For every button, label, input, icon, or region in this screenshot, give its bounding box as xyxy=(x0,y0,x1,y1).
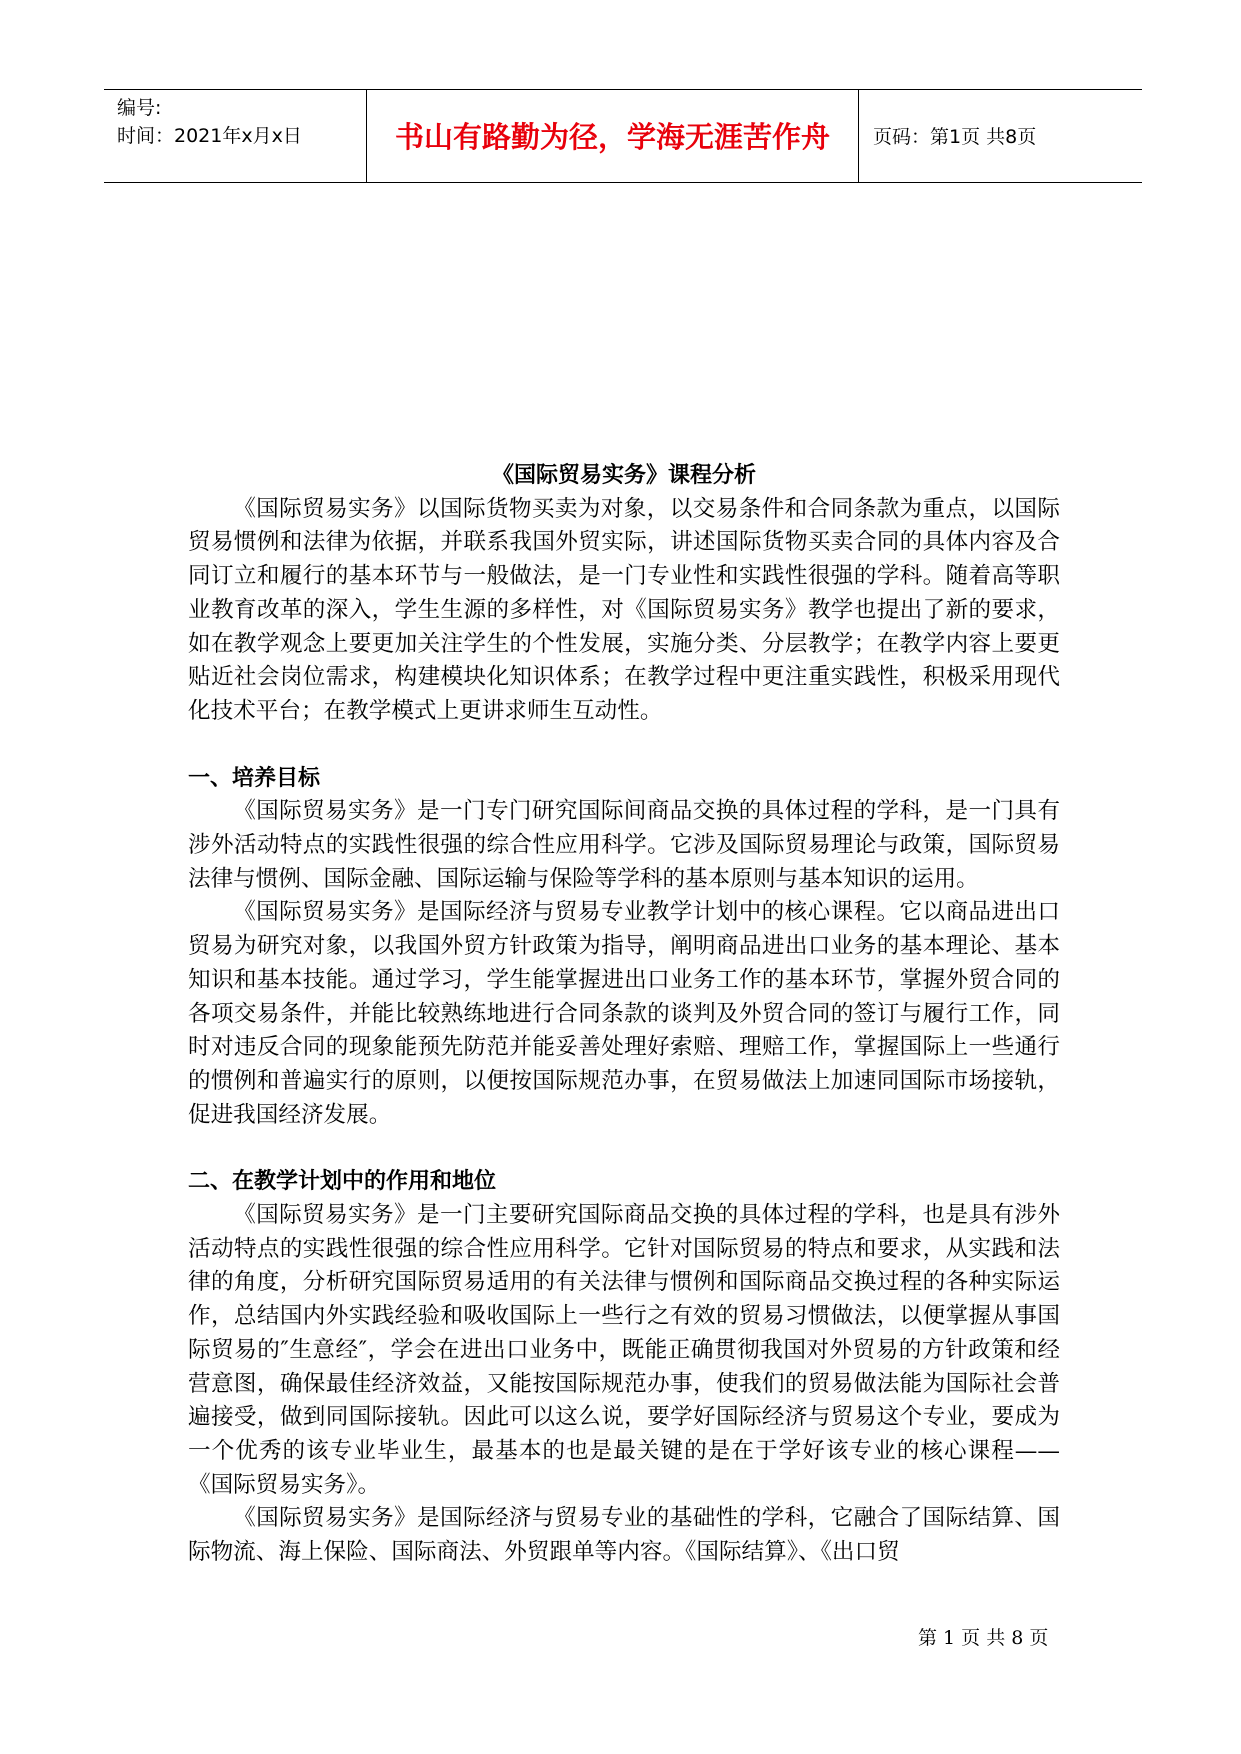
paragraph: 《国际贸易实务》是国际经济与贸易专业教学计划中的核心课程。它以商品进出口贸易为研究对象，以我国外贸方针政策为指导，阐明商品进出口业务的基本理论、基本知识和基本技能。通过学习，学生能掌握进出口业务工作的基本环节，掌握外贸合同的各项交易条件，并能比较熟练地进行合同条款的谈判及外贸合同的签订与履行工作，同时对违反合同的现象能预先防范并能妥善处理好索赔、理赔工作，掌握国际上一些通行的惯例和普遍实行的原则，以便按国际规范办事，在贸易做法上加速同国际市场接轨，促进我国经济发展。 xyxy=(188,899,1060,1128)
header-bottom-rule xyxy=(104,182,1142,183)
paragraph: 《国际贸易实务》是国际经济与贸易专业的基础性的学科，它融合了国际结算、国际物流、海上保险、国际商法、外贸跟单等内容。《国际结算》、《出口贸 xyxy=(188,1505,1060,1566)
header-motto: 书山有路勤为径，学海无涯苦作舟 xyxy=(394,120,830,154)
paragraph: 《国际贸易实务》是一门专门研究国际间商品交换的具体过程的学科，是一门具有涉外活动特点的实践性很强的综合性应用科学。它涉及国际贸易理论与政策，国际贸易法律与惯例、国际金融、国际运输与保险等学科的基本原则与基本知识的运用。 xyxy=(188,798,1060,892)
section-heading: 一、培养目标 xyxy=(188,765,321,791)
document-title: 《国际贸易实务》课程分析 xyxy=(491,463,756,488)
header-page-label: 页码：第1页 共8页 xyxy=(873,126,1037,148)
time-label: 时间：2021年x月x日 xyxy=(117,125,302,147)
header-divider-right xyxy=(858,89,859,183)
paragraph: 《国际贸易实务》是一门主要研究国际商品交换的具体过程的学科，也是具有涉外活动特点的实践性很强的综合性应用科学。它针对国际贸易的特点和要求，从实践和法律的角度，分析研究国际贸易适用的有关法律与惯例和国际商品交换过程的各种实际运作，总结国内外实践经验和吸收国际上一些行之有效的贸易习惯做法，以便掌握从事国际贸易的″生意经″，学会在进出口业务中，既能正确贯彻我国对外贸易的方针政策和经营意图，确保最佳经济效益，又能按国际规范办事，使我们的贸易做法能为国际社会普遍接受，做到同国际接轨。因此可以这么说，要学好国际经济与贸易这个专业，要成为一个优秀的该专业毕业生，最基本的也是最关键的是在于学好该专业的核心课程——《国际贸易实务》。 xyxy=(188,1202,1060,1498)
section-training-goals xyxy=(188,762,1060,1133)
intro-paragraph: 《国际贸易实务》以国际货物买卖为对象，以交易条件和合同条款为重点，以国际贸易惯例和法律为依据，并联系我国外贸实际，讲述国际货物买卖合同的具体内容及合同订立和履行的基本环节与一般做法，是一门专业性和实践性很强的学科。随着高等职业教育改革的深入，学生生源的多样性，对《国际贸易实务》教学也提出了新的要求，如在教学观念上要更加关注学生的个性发展，实施分类、分层教学；在教学内容上要更贴近社会岗位需求，构建模块化知识体系；在教学过程中更注重实践性，积极采用现代化技术平台；在教学模式上更讲求师生互动性。 xyxy=(188,495,1060,724)
number-label: 编号: xyxy=(117,97,162,119)
section-heading: 二、在教学计划中的作用和地位 xyxy=(188,1169,497,1195)
header-left-cell xyxy=(117,94,302,150)
document-body xyxy=(188,459,1060,1570)
header-top-rule xyxy=(104,89,1142,90)
section-role-in-curriculum xyxy=(188,1165,1060,1569)
page-footer: 第 1 页 共 8 页 xyxy=(918,1627,1049,1649)
